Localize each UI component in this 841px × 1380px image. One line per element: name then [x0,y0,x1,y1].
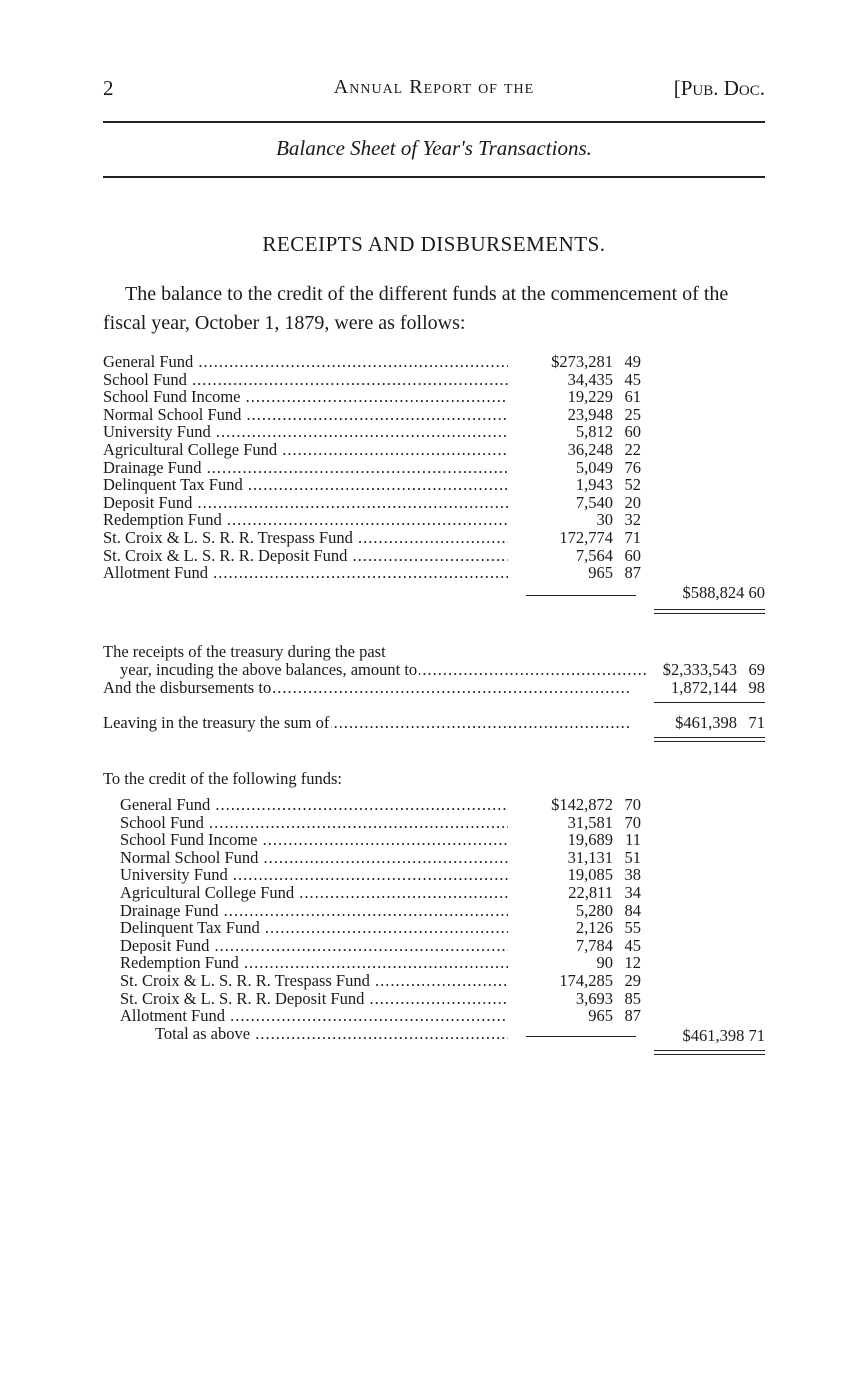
fund-row [103,884,765,902]
fund-row [103,388,765,406]
opening-balances-table [103,353,765,582]
leaving-amount: $461,398 [675,713,737,732]
fund-cents: 38 [624,865,641,885]
fund-row [103,353,765,371]
fund-dollars: 90 [596,953,613,973]
fund-row [103,814,765,832]
fund-name: General Fund ..... [120,796,508,814]
fund-row [103,564,765,582]
fund-cents: 71 [624,527,641,547]
fund-dollars: 5,812 [575,422,613,442]
fund-cents: 11 [625,830,641,850]
fund-row [103,902,765,920]
fund-row [103,919,765,937]
receipts-line-2 [103,661,765,679]
receipts-line-1 [103,643,765,661]
disbursements-cents: 98 [748,678,765,697]
receipts-text-1: The receipts of the treasury during the past [103,642,386,661]
leaving-text: Leaving in the treasury the sum of [103,713,330,732]
fund-cents: 22 [624,439,641,459]
fund-row [103,831,765,849]
fund-cents: 87 [624,563,641,583]
fund-row [103,547,765,565]
fund-row [103,371,765,389]
fund-name: Allotment Fund ..... [120,1007,508,1025]
total-as-above-label: Total as above ..... [155,1025,508,1043]
fund-name: St. Croix & L. S. R. R. Trespass Fund ..... [120,972,508,990]
fund-dollars: $273,281 [551,352,613,371]
fund-row [103,476,765,494]
fund-cents: 76 [624,457,641,477]
subtitle-rule [103,176,765,178]
fund-row [103,866,765,884]
fund-name: Allotment Fund ..... [103,564,508,582]
receipts-amount: $2,333,543 [662,660,737,679]
document-type: [Pub. Doc. [673,76,765,100]
fund-row [103,937,765,955]
fund-row [103,459,765,477]
fund-cents: 45 [624,935,641,955]
closing-total: $461,398 71 [682,1026,765,1045]
fund-dollars: 5,049 [575,457,613,477]
fund-dollars: 174,285 [559,970,613,990]
fund-dollars: 19,229 [567,387,613,407]
fund-name: School Fund ..... [120,814,508,832]
page-subtitle: Balance Sheet of Year's Transactions. [276,136,592,160]
fund-dollars: 7,784 [575,935,613,955]
fund-name: Normal School Fund ..... [120,849,508,867]
fund-name: School Fund Income ..... [120,831,508,849]
fund-cents: 70 [624,812,641,832]
fund-cents: 84 [624,900,641,920]
receipts-text-2: year, incuding the above balances, amount to [120,660,418,679]
fund-dollars: 7,540 [575,492,613,512]
leaving-cents: 71 [748,713,765,732]
leaving-rule [654,702,765,703]
fund-row [103,1007,765,1025]
fund-cents: 45 [624,369,641,389]
fund-row [103,954,765,972]
fund-dollars: 965 [588,1006,613,1026]
fund-cents: 51 [624,847,641,867]
fund-dollars: 2,126 [575,918,613,938]
fund-name: Deposit Fund ..... [103,494,508,512]
fund-cents: 70 [624,795,641,814]
disbursements-text: And the disbursements to [103,678,272,697]
fund-name: University Fund ..... [103,423,508,441]
fund-dollars: 19,689 [567,830,613,850]
page-number: 2 [103,76,114,100]
fund-cents: 29 [624,970,641,990]
fund-name: Delinquent Tax Fund ..... [103,476,508,494]
fund-dollars: $142,872 [551,795,613,814]
fund-row [103,849,765,867]
header-rule [103,121,765,123]
closing-balances-table [103,796,765,1025]
fund-dollars: 1,943 [575,475,613,495]
fund-name: St. Croix & L. S. R. R. Trespass Fund ..... [103,529,508,547]
fund-dollars: 31,131 [567,847,613,867]
fund-dollars: 172,774 [559,527,613,547]
fund-cents: 85 [624,988,641,1008]
opening-subtotal-rule [526,595,636,596]
fund-row [103,423,765,441]
fund-cents: 87 [624,1006,641,1026]
credit-heading [103,770,765,788]
fund-cents: 25 [624,404,641,424]
fund-cents: 32 [624,510,641,530]
fund-cents: 52 [624,475,641,495]
fund-name: Redemption Fund ..... [103,511,508,529]
fund-name: School Fund ..... [103,371,508,389]
fund-name: Drainage Fund ..... [120,902,508,920]
fund-cents: 55 [624,918,641,938]
credit-heading-text: To the credit of the following funds: [103,769,342,788]
section-title: RECEIPTS AND DISBURSEMENTS. [262,232,606,256]
fund-dollars: 3,693 [575,988,613,1008]
fund-cents: 20 [624,492,641,512]
fund-cents: 12 [624,953,641,973]
disbursements-line [103,679,765,697]
fund-dollars: 31,581 [567,812,613,832]
fund-name: Redemption Fund ..... [120,954,508,972]
intro-text: The balance to the credit of the different funds at the commencement of the fiscal year, October 1, 1879, were as follows: [103,283,729,334]
closing-subtotal-rule [526,1036,636,1037]
fund-dollars: 19,085 [567,865,613,885]
leaving-line [103,714,765,732]
fund-dollars: 34,435 [567,369,613,389]
fund-name: General Fund ..... [103,353,508,371]
fund-name: St. Croix & L. S. R. R. Deposit Fund ..... [120,990,508,1008]
fund-cents: 60 [624,545,641,565]
fund-row [103,990,765,1008]
page-header [103,74,765,104]
fund-name: Delinquent Tax Fund ..... [120,919,508,937]
receipts-cents: 69 [748,660,765,679]
fund-dollars: 30 [596,510,613,530]
fund-name: Deposit Fund ..... [120,937,508,955]
fund-dollars: 965 [588,563,613,583]
fund-row [103,406,765,424]
fund-cents: 61 [624,387,641,407]
fund-dollars: 5,280 [575,900,613,920]
fund-cents: 34 [624,882,641,902]
fund-row [103,511,765,529]
fund-name: Drainage Fund ..... [103,459,508,477]
fund-name: School Fund Income ..... [103,388,508,406]
fund-row [103,796,765,814]
fund-dollars: 23,948 [567,404,613,424]
opening-total-double-rule [654,609,765,614]
fund-name: Agricultural College Fund ..... [103,441,508,459]
closing-total-double-rule [654,1050,765,1055]
fund-dollars: 22,811 [568,882,613,902]
fund-row [103,529,765,547]
opening-total: $588,824 60 [682,583,765,602]
fund-dollars: 7,564 [575,545,613,565]
fund-name: St. Croix & L. S. R. R. Deposit Fund ..... [103,547,508,565]
disbursements-amount: 1,872,144 [671,678,737,697]
fund-cents: 49 [624,352,641,371]
leaving-double-rule [654,737,765,742]
fund-row [103,494,765,512]
fund-name: Normal School Fund ..... [103,406,508,424]
fund-dollars: 36,248 [567,439,613,459]
fund-row [103,441,765,459]
running-title: Annual Report of the [333,76,535,98]
fund-name: Agricultural College Fund ..... [120,884,508,902]
fund-name: University Fund ..... [120,866,508,884]
fund-cents: 60 [624,422,641,442]
intro-paragraph [103,280,765,338]
fund-row [103,972,765,990]
